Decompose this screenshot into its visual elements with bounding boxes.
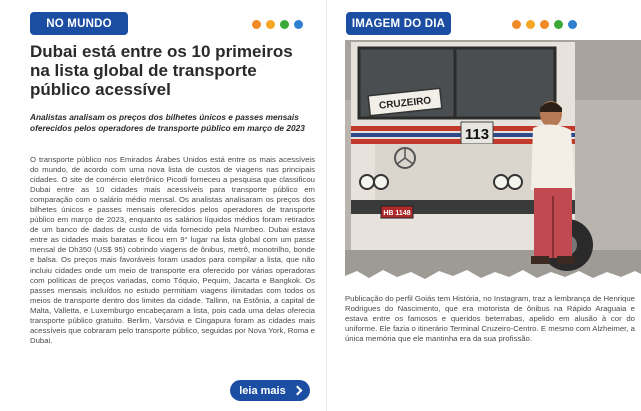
bus-photo-illustration — [345, 40, 641, 288]
dot-blue-icon — [294, 20, 303, 29]
section-label-imagem-do-dia: IMAGEM DO DIA — [346, 12, 451, 35]
dot-blue-icon — [568, 20, 577, 29]
dot-yellow-icon — [526, 20, 535, 29]
dot-yellow-icon — [266, 20, 275, 29]
read-more-label: leia mais — [239, 384, 286, 397]
bus-driver-photo[interactable] — [345, 40, 641, 288]
article-headline[interactable]: Dubai está entre os 10 primeiros na lista global de transporte público acessível — [30, 42, 293, 99]
dot-green-icon — [554, 20, 563, 29]
article-subhead: Analistas analisam os preços dos bilhetes únicos e passes mensais oferecidos pelos operadores de transporte público em março de 2023 — [30, 112, 305, 133]
decorative-dots-right — [512, 20, 577, 29]
chevron-right-icon — [292, 386, 302, 396]
dot-orange-icon — [512, 20, 521, 29]
decorative-dots-left — [252, 20, 303, 29]
dot-green-icon — [280, 20, 289, 29]
section-label-no-mundo: NO MUNDO — [30, 12, 128, 35]
read-more-button[interactable] — [230, 380, 310, 401]
photo-bus-number: 113 — [464, 126, 490, 143]
dot-orange-icon — [252, 20, 261, 29]
dot-orange-icon — [540, 20, 549, 29]
image-of-day-column — [333, 0, 641, 411]
photo-destination-sign: CRUZEIRO — [378, 95, 432, 112]
article-body: O transporte público nos Emirados Árabes Unidos está entre os mais acessíveis do mundo, de acordo com uma nova lista de custos de viagens nas principais cidades. O site de comércio eletrônico Picodi forneceu a pesquisa que classificou Dubai entre as 10 cidades mais acessíveis para transporte público em comparação com o salário médio mensal. Os analistas analisaram os preços dos bilhetes únicos e passes mensais oferecidos pelos operadores de transporte público em março de 2023, enquanto os salários líquidos médios foram retirados de um banco de dados de custo de vida fornecido pela Numbeo. Dubai estava entre as cidades mais baratas e ficou em 9° lugar na lista global com um passe mensal de Dh350 (US$ 95) cobrindo viagens de ônibus, metrô, monotrilho, bonde e balsa. Os preços mais favoráveis foram usados para compilar a lista, que não incluiu cidades onde um meio de transporte era oferecido por várias operadoras com políticas de preços variadas, como Tóquio, Pequim, Jacarta e Bangkok. Os passes mensais incluídos no estudo permitiam viagens ilimitadas com todos os meios de transporte dentro dos limites da cidade. Tallinn, na Estônia, a capital de Malta, Valletta, e Luxemburgo encabeçaram a lista, pois cada uma delas oferecia transporte público gratuito. Berlim, Varsóvia e Cingapura foram as cidades mais acessíveis que cobraram pelo transporte público, seguidas por Nova York, Roma e Dubai. — [30, 155, 315, 345]
photo-caption: Publicação do perfil Goiás tem História, no Instagram, traz a lembrança de Henrique Rodrigues do Nascimento, que era motorista de ônibus na Rápido Araguaia e estava entre os famosos e queridos beterrabas, apelido em alusão à cor do uniforme. Ele fazia o itinerário Terminal Cruzeiro-Centro. E mesmo com Alzheimer, a única memória que ele mantinha era da sua profissão. — [345, 294, 635, 344]
photo-license-plate: HB 1148 — [383, 210, 411, 217]
